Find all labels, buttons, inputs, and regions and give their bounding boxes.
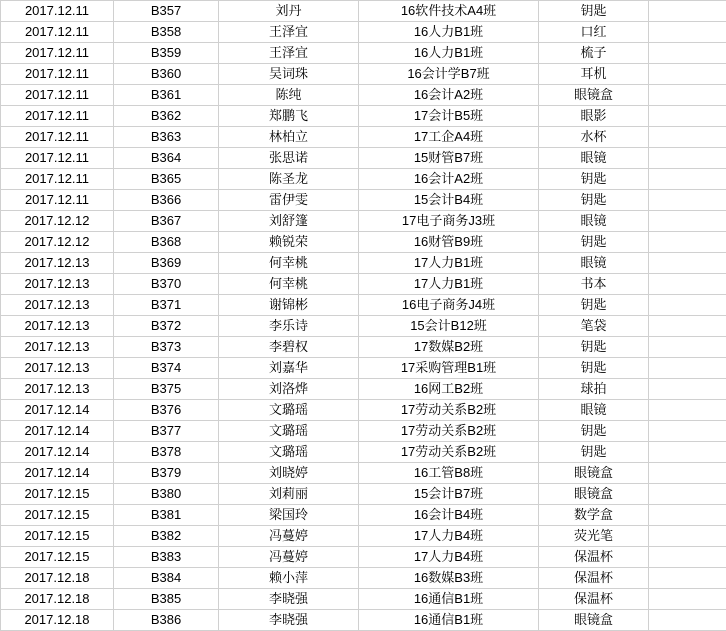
name-cell[interactable]: 文璐瑶	[219, 400, 359, 421]
code-cell[interactable]: B376	[114, 400, 219, 421]
name-cell[interactable]: 刘舒篷	[219, 211, 359, 232]
code-cell[interactable]: B370	[114, 274, 219, 295]
name-cell[interactable]: 冯蔓婷	[219, 526, 359, 547]
extra-cell[interactable]	[649, 610, 726, 631]
name-cell[interactable]: 赖小萍	[219, 568, 359, 589]
class-cell[interactable]: 17采购管理B1班	[359, 358, 539, 379]
table-row[interactable]	[1, 169, 726, 190]
table-row[interactable]	[1, 316, 726, 337]
code-cell[interactable]: B377	[114, 421, 219, 442]
name-cell[interactable]: 刘嘉华	[219, 358, 359, 379]
extra-cell[interactable]	[649, 64, 726, 85]
name-cell[interactable]: 刘丹	[219, 1, 359, 22]
class-cell[interactable]: 16工管B8班	[359, 463, 539, 484]
code-cell[interactable]: B382	[114, 526, 219, 547]
extra-cell[interactable]	[649, 316, 726, 337]
code-cell[interactable]: B358	[114, 22, 219, 43]
item-cell[interactable]: 眼镜	[539, 148, 649, 169]
code-cell[interactable]: B365	[114, 169, 219, 190]
extra-cell[interactable]	[649, 43, 726, 64]
class-cell[interactable]: 17劳动关系B2班	[359, 400, 539, 421]
class-cell[interactable]: 17工企A4班	[359, 127, 539, 148]
date-cell[interactable]: 2017.12.11	[1, 64, 114, 85]
item-cell[interactable]: 耳机	[539, 64, 649, 85]
date-cell[interactable]: 2017.12.12	[1, 232, 114, 253]
code-cell[interactable]: B361	[114, 85, 219, 106]
name-cell[interactable]: 文璐瑶	[219, 442, 359, 463]
name-cell[interactable]: 冯蔓婷	[219, 547, 359, 568]
extra-cell[interactable]	[649, 337, 726, 358]
item-cell[interactable]: 眼镜盒	[539, 610, 649, 631]
date-cell[interactable]: 2017.12.15	[1, 484, 114, 505]
table-row[interactable]	[1, 127, 726, 148]
date-cell[interactable]: 2017.12.11	[1, 106, 114, 127]
class-cell[interactable]: 16电子商务J4班	[359, 295, 539, 316]
item-cell[interactable]: 保温杯	[539, 547, 649, 568]
class-cell[interactable]: 17会计B5班	[359, 106, 539, 127]
date-cell[interactable]: 2017.12.11	[1, 22, 114, 43]
code-cell[interactable]: B372	[114, 316, 219, 337]
table-row[interactable]	[1, 253, 726, 274]
date-cell[interactable]: 2017.12.14	[1, 400, 114, 421]
date-cell[interactable]: 2017.12.11	[1, 1, 114, 22]
item-cell[interactable]: 眼镜盒	[539, 463, 649, 484]
extra-cell[interactable]	[649, 589, 726, 610]
item-cell[interactable]: 钥匙	[539, 190, 649, 211]
item-cell[interactable]: 眼影	[539, 106, 649, 127]
code-cell[interactable]: B357	[114, 1, 219, 22]
class-cell[interactable]: 16财管B9班	[359, 232, 539, 253]
table-row[interactable]	[1, 295, 726, 316]
item-cell[interactable]: 眼镜盒	[539, 85, 649, 106]
extra-cell[interactable]	[649, 400, 726, 421]
date-cell[interactable]: 2017.12.13	[1, 379, 114, 400]
name-cell[interactable]: 刘莉丽	[219, 484, 359, 505]
table-row[interactable]	[1, 106, 726, 127]
table-row[interactable]	[1, 463, 726, 484]
extra-cell[interactable]	[649, 358, 726, 379]
table-row[interactable]	[1, 358, 726, 379]
extra-cell[interactable]	[649, 169, 726, 190]
extra-cell[interactable]	[649, 379, 726, 400]
extra-cell[interactable]	[649, 421, 726, 442]
extra-cell[interactable]	[649, 253, 726, 274]
date-cell[interactable]: 2017.12.14	[1, 463, 114, 484]
class-cell[interactable]: 16网工B2班	[359, 379, 539, 400]
table-row[interactable]	[1, 421, 726, 442]
date-cell[interactable]: 2017.12.13	[1, 253, 114, 274]
date-cell[interactable]: 2017.12.18	[1, 568, 114, 589]
code-cell[interactable]: B366	[114, 190, 219, 211]
name-cell[interactable]: 李乐诗	[219, 316, 359, 337]
class-cell[interactable]: 15会计B7班	[359, 484, 539, 505]
code-cell[interactable]: B386	[114, 610, 219, 631]
class-cell[interactable]: 16人力B1班	[359, 22, 539, 43]
table-row[interactable]	[1, 148, 726, 169]
code-cell[interactable]: B373	[114, 337, 219, 358]
item-cell[interactable]: 球拍	[539, 379, 649, 400]
date-cell[interactable]: 2017.12.11	[1, 190, 114, 211]
table-row[interactable]	[1, 526, 726, 547]
class-cell[interactable]: 16通信B1班	[359, 589, 539, 610]
table-row[interactable]	[1, 211, 726, 232]
extra-cell[interactable]	[649, 526, 726, 547]
date-cell[interactable]: 2017.12.13	[1, 358, 114, 379]
item-cell[interactable]: 荧光笔	[539, 526, 649, 547]
table-row[interactable]	[1, 1, 726, 22]
code-cell[interactable]: B359	[114, 43, 219, 64]
table-row[interactable]	[1, 232, 726, 253]
name-cell[interactable]: 陈圣龙	[219, 169, 359, 190]
extra-cell[interactable]	[649, 1, 726, 22]
table-row[interactable]	[1, 43, 726, 64]
date-cell[interactable]: 2017.12.15	[1, 505, 114, 526]
date-cell[interactable]: 2017.12.11	[1, 127, 114, 148]
date-cell[interactable]: 2017.12.11	[1, 169, 114, 190]
table-row[interactable]	[1, 568, 726, 589]
class-cell[interactable]: 15会计B4班	[359, 190, 539, 211]
class-cell[interactable]: 17劳动关系B2班	[359, 442, 539, 463]
code-cell[interactable]: B385	[114, 589, 219, 610]
code-cell[interactable]: B368	[114, 232, 219, 253]
table-row[interactable]	[1, 274, 726, 295]
date-cell[interactable]: 2017.12.18	[1, 610, 114, 631]
extra-cell[interactable]	[649, 232, 726, 253]
name-cell[interactable]: 文璐瑶	[219, 421, 359, 442]
name-cell[interactable]: 陈纯	[219, 85, 359, 106]
name-cell[interactable]: 雷伊雯	[219, 190, 359, 211]
extra-cell[interactable]	[649, 106, 726, 127]
code-cell[interactable]: B379	[114, 463, 219, 484]
name-cell[interactable]: 赖锐荣	[219, 232, 359, 253]
code-cell[interactable]: B369	[114, 253, 219, 274]
code-cell[interactable]: B383	[114, 547, 219, 568]
table-row[interactable]	[1, 547, 726, 568]
item-cell[interactable]: 钥匙	[539, 442, 649, 463]
extra-cell[interactable]	[649, 505, 726, 526]
date-cell[interactable]: 2017.12.15	[1, 547, 114, 568]
extra-cell[interactable]	[649, 148, 726, 169]
item-cell[interactable]: 眼镜	[539, 211, 649, 232]
table-row[interactable]	[1, 85, 726, 106]
table-row[interactable]	[1, 64, 726, 85]
item-cell[interactable]: 眼镜盒	[539, 484, 649, 505]
item-cell[interactable]: 眼镜	[539, 253, 649, 274]
table-row[interactable]	[1, 589, 726, 610]
class-cell[interactable]: 16会计A2班	[359, 85, 539, 106]
table-row[interactable]	[1, 505, 726, 526]
name-cell[interactable]: 林柏立	[219, 127, 359, 148]
extra-cell[interactable]	[649, 295, 726, 316]
class-cell[interactable]: 16人力B1班	[359, 43, 539, 64]
name-cell[interactable]: 郑鹏飞	[219, 106, 359, 127]
code-cell[interactable]: B378	[114, 442, 219, 463]
code-cell[interactable]: B363	[114, 127, 219, 148]
class-cell[interactable]: 17人力B4班	[359, 547, 539, 568]
class-cell[interactable]: 15会计B12班	[359, 316, 539, 337]
item-cell[interactable]: 笔袋	[539, 316, 649, 337]
name-cell[interactable]: 刘洛烨	[219, 379, 359, 400]
date-cell[interactable]: 2017.12.14	[1, 421, 114, 442]
item-cell[interactable]: 书本	[539, 274, 649, 295]
code-cell[interactable]: B374	[114, 358, 219, 379]
extra-cell[interactable]	[649, 274, 726, 295]
class-cell[interactable]: 17人力B4班	[359, 526, 539, 547]
name-cell[interactable]: 刘晓婷	[219, 463, 359, 484]
class-cell[interactable]: 17人力B1班	[359, 274, 539, 295]
date-cell[interactable]: 2017.12.11	[1, 43, 114, 64]
date-cell[interactable]: 2017.12.14	[1, 442, 114, 463]
item-cell[interactable]: 钥匙	[539, 295, 649, 316]
code-cell[interactable]: B371	[114, 295, 219, 316]
item-cell[interactable]: 钥匙	[539, 169, 649, 190]
code-cell[interactable]: B367	[114, 211, 219, 232]
name-cell[interactable]: 梁国玲	[219, 505, 359, 526]
name-cell[interactable]: 何幸桃	[219, 274, 359, 295]
item-cell[interactable]: 口红	[539, 22, 649, 43]
table-row[interactable]	[1, 610, 726, 631]
date-cell[interactable]: 2017.12.11	[1, 85, 114, 106]
extra-cell[interactable]	[649, 568, 726, 589]
table-row[interactable]	[1, 379, 726, 400]
table-row[interactable]	[1, 400, 726, 421]
item-cell[interactable]: 钥匙	[539, 232, 649, 253]
extra-cell[interactable]	[649, 85, 726, 106]
table-row[interactable]	[1, 22, 726, 43]
item-cell[interactable]: 保温杯	[539, 568, 649, 589]
code-cell[interactable]: B360	[114, 64, 219, 85]
class-cell[interactable]: 17电子商务J3班	[359, 211, 539, 232]
class-cell[interactable]: 17人力B1班	[359, 253, 539, 274]
item-cell[interactable]: 钥匙	[539, 337, 649, 358]
item-cell[interactable]: 钥匙	[539, 421, 649, 442]
code-cell[interactable]: B364	[114, 148, 219, 169]
code-cell[interactable]: B384	[114, 568, 219, 589]
class-cell[interactable]: 17数媒B2班	[359, 337, 539, 358]
class-cell[interactable]: 15财管B7班	[359, 148, 539, 169]
table-body	[1, 1, 726, 631]
name-cell[interactable]: 张思诺	[219, 148, 359, 169]
code-cell[interactable]: B362	[114, 106, 219, 127]
name-cell[interactable]: 李碧权	[219, 337, 359, 358]
item-cell[interactable]: 钥匙	[539, 358, 649, 379]
table-row[interactable]	[1, 337, 726, 358]
date-cell[interactable]: 2017.12.13	[1, 274, 114, 295]
name-cell[interactable]: 王泽宜	[219, 43, 359, 64]
item-cell[interactable]: 数学盒	[539, 505, 649, 526]
name-cell[interactable]: 王泽宜	[219, 22, 359, 43]
name-cell[interactable]: 李晓强	[219, 610, 359, 631]
item-cell[interactable]: 保温杯	[539, 589, 649, 610]
class-cell[interactable]: 16通信B1班	[359, 610, 539, 631]
item-cell[interactable]: 梳子	[539, 43, 649, 64]
code-cell[interactable]: B375	[114, 379, 219, 400]
class-cell[interactable]: 16软件技术A4班	[359, 1, 539, 22]
class-cell[interactable]: 16会计A2班	[359, 169, 539, 190]
code-cell[interactable]: B380	[114, 484, 219, 505]
extra-cell[interactable]	[649, 442, 726, 463]
name-cell[interactable]: 吴词珠	[219, 64, 359, 85]
extra-cell[interactable]	[649, 127, 726, 148]
extra-cell[interactable]	[649, 484, 726, 505]
table-row[interactable]	[1, 442, 726, 463]
name-cell[interactable]: 谢锦彬	[219, 295, 359, 316]
name-cell[interactable]: 李晓强	[219, 589, 359, 610]
item-cell[interactable]: 水杯	[539, 127, 649, 148]
date-cell[interactable]: 2017.12.11	[1, 148, 114, 169]
class-cell[interactable]: 16会计B4班	[359, 505, 539, 526]
extra-cell[interactable]	[649, 190, 726, 211]
name-cell[interactable]: 何幸桃	[219, 253, 359, 274]
class-cell[interactable]: 16会计学B7班	[359, 64, 539, 85]
extra-cell[interactable]	[649, 211, 726, 232]
class-cell[interactable]: 17劳动关系B2班	[359, 421, 539, 442]
date-cell[interactable]: 2017.12.15	[1, 526, 114, 547]
date-cell[interactable]: 2017.12.13	[1, 316, 114, 337]
class-cell[interactable]: 16数媒B3班	[359, 568, 539, 589]
date-cell[interactable]: 2017.12.13	[1, 295, 114, 316]
date-cell[interactable]: 2017.12.18	[1, 589, 114, 610]
code-cell[interactable]: B381	[114, 505, 219, 526]
date-cell[interactable]: 2017.12.12	[1, 211, 114, 232]
extra-cell[interactable]	[649, 547, 726, 568]
table-row[interactable]	[1, 484, 726, 505]
extra-cell[interactable]	[649, 22, 726, 43]
extra-cell[interactable]	[649, 463, 726, 484]
table-row[interactable]	[1, 190, 726, 211]
item-cell[interactable]: 钥匙	[539, 1, 649, 22]
item-cell[interactable]: 眼镜	[539, 400, 649, 421]
date-cell[interactable]: 2017.12.13	[1, 337, 114, 358]
